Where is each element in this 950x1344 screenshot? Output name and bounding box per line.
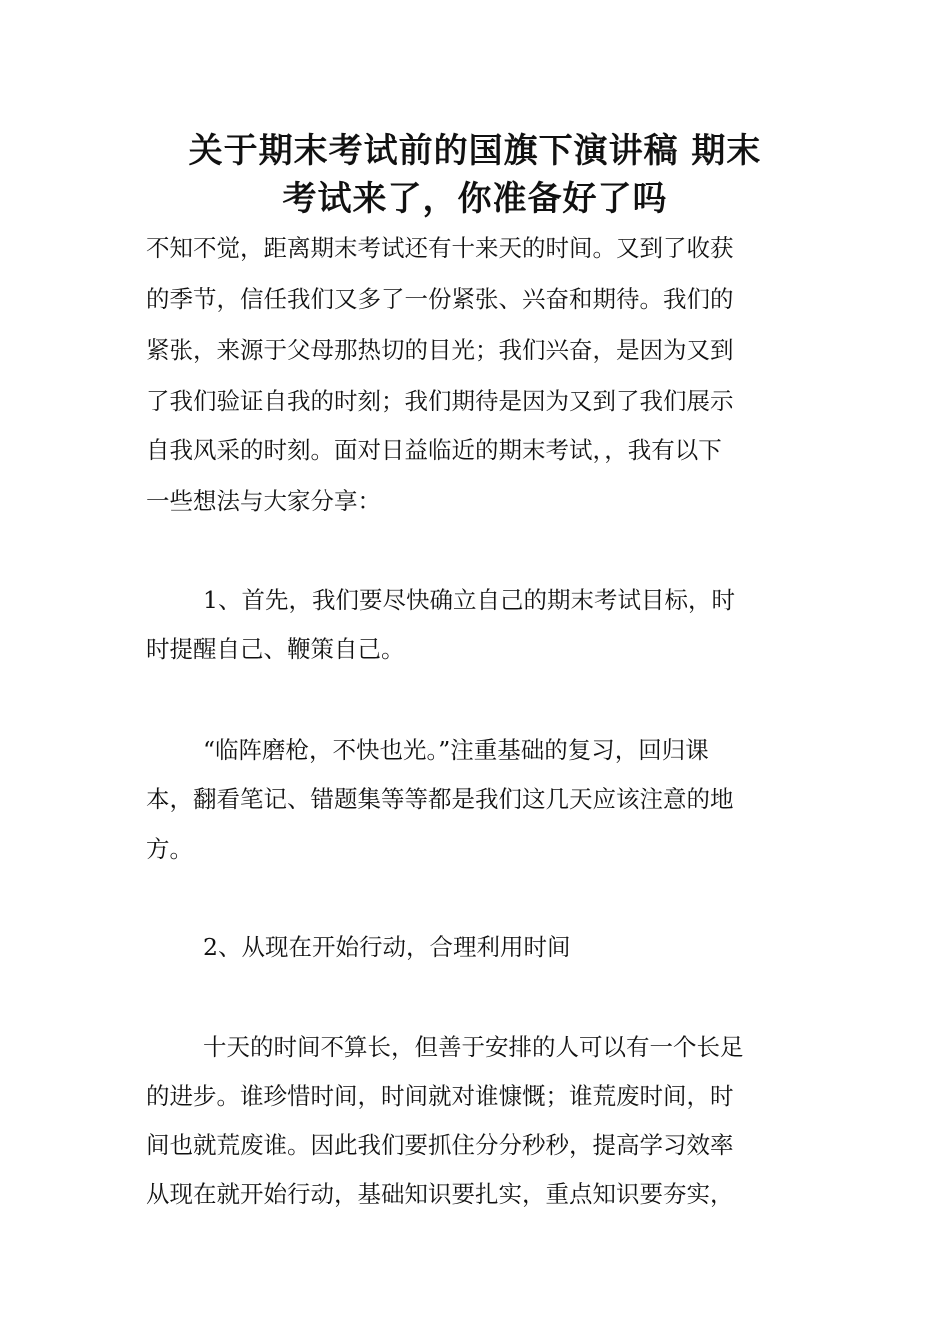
body-line: 从现在就开始行动，基础知识要扎实，重点知识要夯实， bbox=[146, 1180, 734, 1208]
body-line: 紧张，来源于父母那热切的目光；我们兴奋，是因为又到 bbox=[146, 336, 734, 364]
body-line: 时提醒自己、鞭策自己。 bbox=[146, 635, 405, 663]
body-line: 的季节，信任我们又多了一份紧张、兴奋和期待。我们的 bbox=[146, 285, 734, 313]
body-line: 2、从现在开始行动，合理利用时间 bbox=[203, 933, 571, 961]
body-line: 方。 bbox=[146, 835, 193, 863]
document-title-line-1: 关于期末考试前的国旗下演讲稿 期末 bbox=[188, 131, 762, 171]
body-line: 本，翻看笔记、错题集等等都是我们这几天应该注意的地 bbox=[146, 785, 734, 813]
body-line: 不知不觉，距离期末考试还有十来天的时间。又到了收获 bbox=[146, 234, 734, 262]
document-title-line-2: 考试来了，你准备好了吗 bbox=[282, 179, 668, 219]
body-line: 了我们验证自我的时刻；我们期待是因为又到了我们展示 bbox=[146, 387, 734, 415]
body-line: “临阵磨枪，不快也光。”注重基础的复习，回归课 bbox=[203, 736, 709, 764]
body-line: 1、首先，我们要尽快确立自己的期末考试目标，时 bbox=[203, 586, 735, 614]
body-line: 十天的时间不算长，但善于安排的人可以有一个长足 bbox=[203, 1033, 744, 1061]
body-line: 间也就荒废谁。因此我们要抓住分分秒秒，提高学习效率 bbox=[146, 1131, 734, 1159]
body-line: 自我风采的时刻。面对日益临近的期末考试，，我有以下 bbox=[146, 436, 722, 464]
body-line: 一些想法与大家分享： bbox=[146, 487, 381, 515]
body-line: 的进步。谁珍惜时间，时间就对谁慷慨；谁荒废时间，时 bbox=[146, 1082, 734, 1110]
